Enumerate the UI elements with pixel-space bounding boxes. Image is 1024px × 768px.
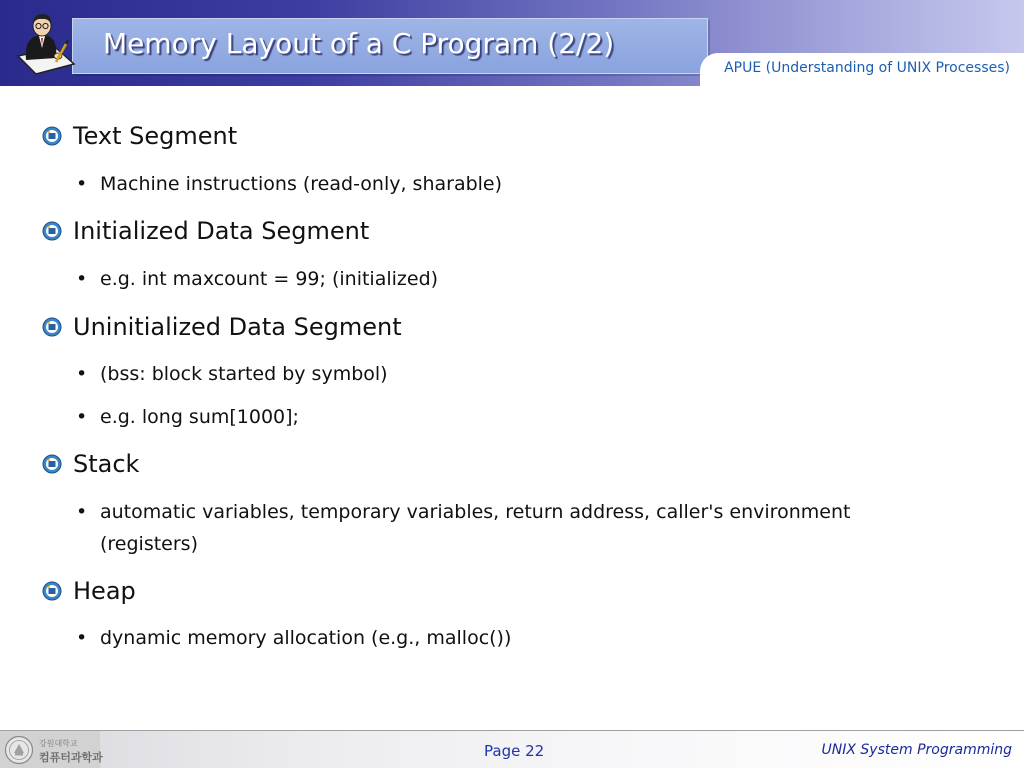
badge-bullet-icon <box>42 317 62 337</box>
sub-bullet <box>76 496 936 560</box>
university-seal-icon <box>4 735 34 765</box>
subtitle-tab <box>700 53 1024 86</box>
bullet-heading <box>42 576 136 606</box>
bullet-heading <box>42 312 402 342</box>
sub-bullet-text: automatic variables, temporary variables, return address, caller's environment (registers) <box>100 501 851 555</box>
bullet-dot: • <box>76 173 88 195</box>
bullet-dot: • <box>76 268 88 290</box>
bullet-dot: • <box>76 627 88 649</box>
university-name: 강원대학교 <box>39 739 78 748</box>
sub-bullet <box>76 263 936 295</box>
bullet-heading <box>42 121 237 151</box>
sub-bullet <box>76 358 936 390</box>
sub-bullet-text: Machine instructions (read-only, sharable) <box>100 173 503 195</box>
bullet-dot: • <box>76 501 88 523</box>
heading-text-segment: Text Segment <box>73 122 238 150</box>
sub-bullet-text: e.g. int maxcount = 99; (initialized) <box>100 268 439 290</box>
sub-bullet-text: (bss: block started by symbol) <box>100 363 388 385</box>
heading-uninitialized-data-segment: Uninitialized Data Segment <box>73 313 402 341</box>
sub-bullet <box>76 401 936 433</box>
professor-writing-icon <box>12 6 78 78</box>
heading-heap: Heap <box>73 577 136 605</box>
badge-bullet-icon <box>42 581 62 601</box>
sub-bullet <box>76 168 936 200</box>
slide-header <box>0 0 1024 86</box>
slide-footer <box>0 731 1024 768</box>
sub-bullet <box>76 622 936 654</box>
sub-bullet-text: e.g. long sum[1000]; <box>100 406 299 428</box>
title-box <box>72 18 708 74</box>
page-number: Page 22 <box>484 742 545 760</box>
heading-stack: Stack <box>73 450 140 478</box>
slide-title: Memory Layout of a C Program (2/2) <box>103 27 615 60</box>
badge-bullet-icon <box>42 221 62 241</box>
bullet-heading <box>42 216 369 246</box>
badge-bullet-icon <box>42 454 62 474</box>
bullet-heading <box>42 449 139 479</box>
bullet-dot: • <box>76 406 88 428</box>
badge-bullet-icon <box>42 126 62 146</box>
slide-subtitle: APUE (Understanding of UNIX Processes) <box>724 60 1010 76</box>
department-logo <box>0 731 103 768</box>
course-name: UNIX System Programming <box>821 742 1012 758</box>
department-name: 컴퓨터과학과 <box>39 751 103 764</box>
bullet-dot: • <box>76 363 88 385</box>
heading-initialized-data-segment: Initialized Data Segment <box>73 217 370 245</box>
sub-bullet-text: dynamic memory allocation (e.g., malloc()) <box>100 627 512 649</box>
